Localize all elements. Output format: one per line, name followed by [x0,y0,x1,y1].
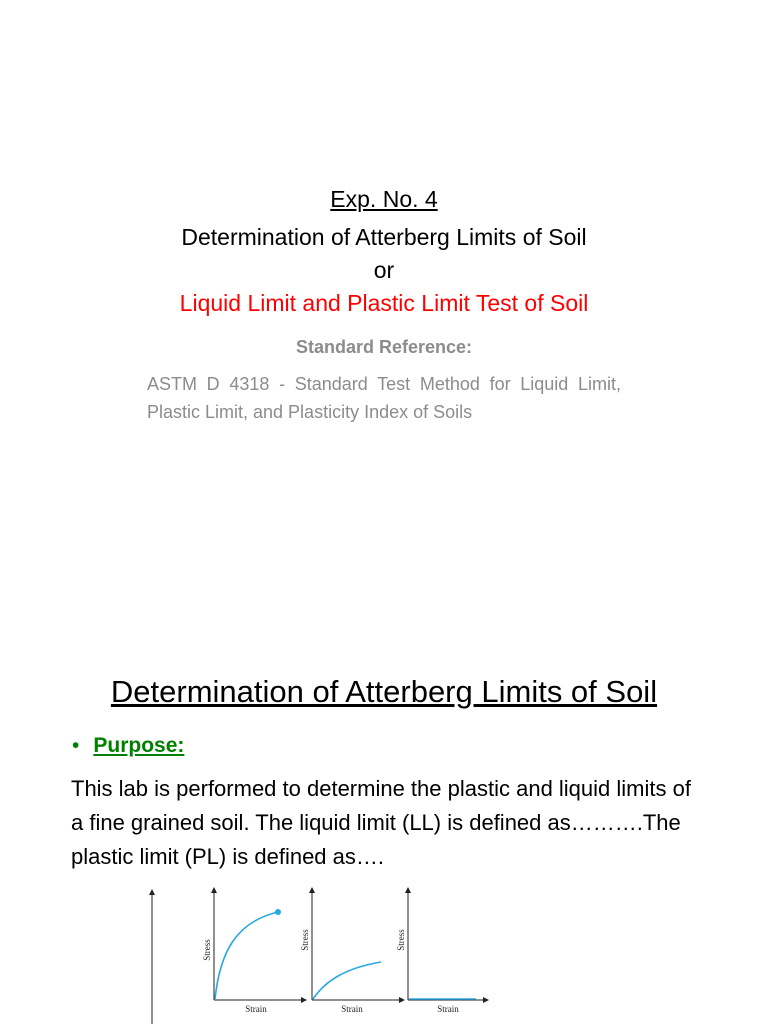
bullet-icon: • [72,734,80,757]
standard-reference-heading: Standard Reference: [295,337,473,357]
stress-strain-curve [215,912,278,999]
purpose-description: This lab is performed to determine the plastic and liquid limits of a fine grained soil. The liquid limit (LL) is defined as……….The plastic limit (PL) is defined as…. [71,776,691,869]
or-separator: or [373,257,395,283]
y-axis-label: Stress [300,929,310,951]
y-axis-label: Stress [396,929,406,951]
liquid-stress-strain-panel [396,890,486,1014]
experiment-number: Exp. No. 4 [330,186,438,212]
x-axis-label: Strain [341,1004,363,1014]
x-axis-label: Strain [245,1004,267,1014]
purpose-slide [0,640,768,1024]
alternate-title: Liquid Limit and Plastic Limit Test of Soil [179,290,589,316]
y-axis-label: Stress [202,939,212,961]
stress-strain-figure [136,882,496,1024]
plastic-stress-strain-panel [300,890,402,1014]
stress-strain-curve [313,962,381,999]
bullet-item-purpose [72,734,184,758]
brittle-stress-strain-panel [152,890,304,1024]
purpose-label: Purpose: [93,734,185,757]
slide-title: Determination of Atterberg Limits of Soil [110,674,658,709]
failure-point [275,909,281,915]
standard-reference-text: ASTM D 4318 - Standard Test Method for Liquid Limit, Plastic Limit, and Plasticity Index of Soils [147,374,621,422]
slide-title: Determination of Atterberg Limits of Soil [181,224,587,250]
x-axis-label: Strain [437,1004,459,1014]
